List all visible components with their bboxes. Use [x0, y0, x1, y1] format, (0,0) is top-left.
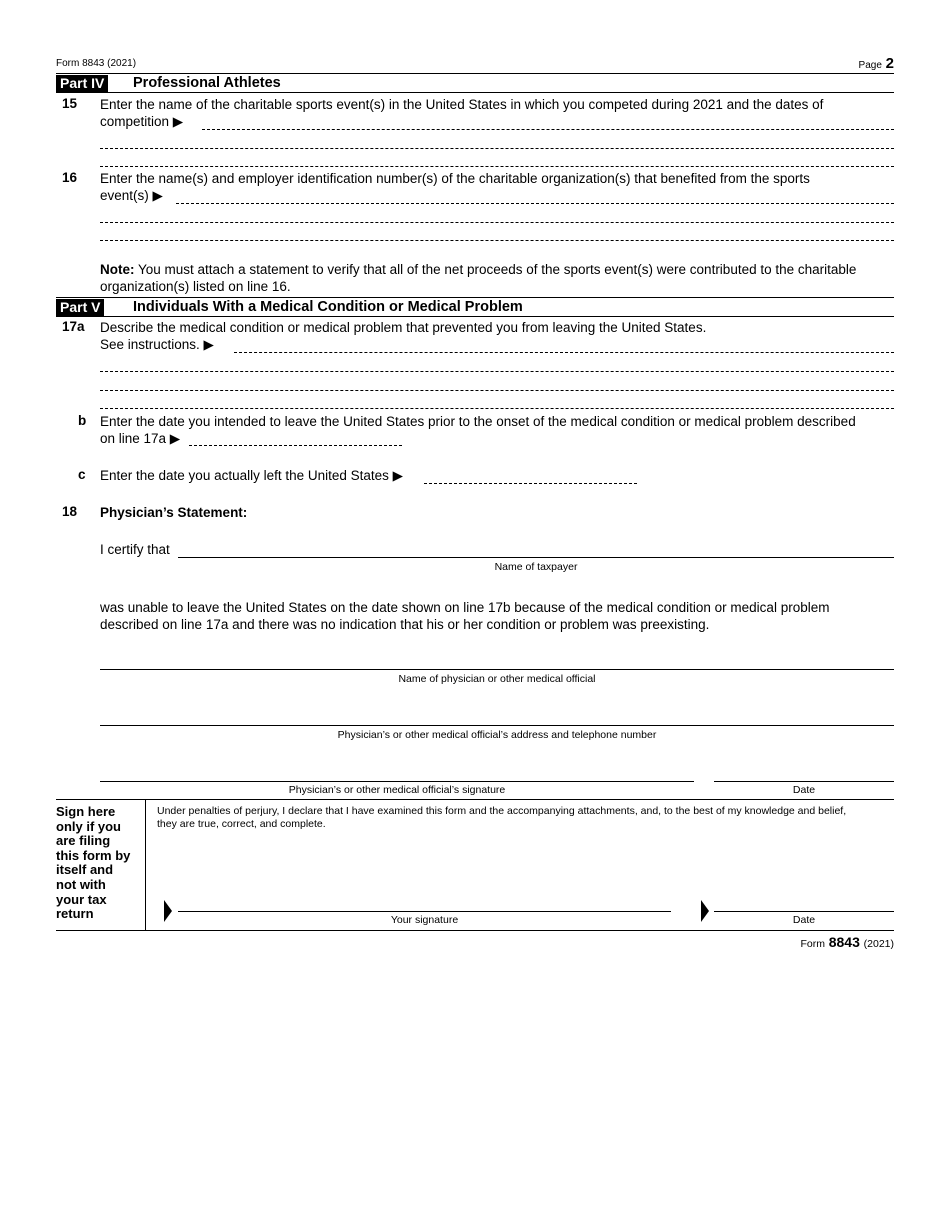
sign-label-line: return — [56, 906, 94, 922]
penalty-statement: Under penalties of perjury, I declare that I have examined this form and the accompanying attachments, and, to the best of my knowledge and belief, — [157, 805, 847, 817]
q17c-number: c — [78, 467, 86, 482]
your-signature-line[interactable] — [178, 911, 671, 912]
sign-label-line: are filing — [56, 833, 111, 849]
footer-form-word: Form — [800, 938, 825, 950]
note-label: Note: — [100, 262, 135, 277]
form-header-left: Form 8843 (2021) — [56, 58, 137, 69]
physician-address-caption: Physician’s or other medical official’s address and telephone number — [337, 729, 657, 741]
q17a-text: Describe the medical condition or medical problem that prevented you from leaving the United States. — [100, 320, 707, 335]
part4-title: Professional Athletes — [133, 75, 281, 91]
sign-label-line: Sign here — [56, 804, 116, 819]
part4-label: Part IV — [56, 75, 108, 92]
part4-note — [100, 261, 894, 278]
note-text2: organization(s) listed on line 16. — [100, 279, 291, 294]
physician-name-caption: Name of physician or other medical official — [398, 673, 596, 685]
q17a-text2: See instructions. ▶ — [100, 337, 214, 352]
physician-name-line[interactable] — [100, 669, 894, 670]
q17b-text: Enter the date you intended to leave the United States prior to the onset of the medical condition or medical problem described — [100, 414, 856, 429]
sign-top-rule — [56, 799, 894, 800]
q16-line-2[interactable] — [100, 222, 894, 223]
page-number: 2 — [885, 55, 894, 72]
q17b-text2: on line 17a ▶ — [100, 431, 181, 446]
q15-line-2[interactable] — [100, 148, 894, 149]
footer-year: (2021) — [863, 938, 894, 950]
q18-para2: described on line 17a and there was no indication that his or her condition or problem was preexisting. — [100, 617, 710, 632]
signature-arrow-icon — [164, 900, 172, 922]
part5-top-rule — [56, 297, 894, 298]
q16-line-3[interactable] — [100, 240, 894, 241]
part4-heading-rule — [56, 92, 894, 93]
q17c-text: Enter the date you actually left the United States ▶ — [100, 468, 404, 483]
physician-signature-line[interactable] — [100, 781, 694, 782]
q16-number: 16 — [62, 170, 78, 185]
physician-address-line[interactable] — [100, 725, 894, 726]
your-date-caption: Date — [792, 914, 816, 926]
physician-date-caption: Date — [792, 784, 816, 796]
physician-date-line[interactable] — [714, 781, 894, 782]
part5-heading-rule — [56, 316, 894, 317]
header-rule — [56, 73, 894, 74]
sign-label-line: not with — [56, 876, 106, 892]
sign-label-line: your tax — [56, 891, 107, 907]
q18-number: 18 — [62, 504, 78, 519]
q18-para1: was unable to leave the United States on the date shown on line 17b because of the medical condition or medical problem — [100, 600, 830, 615]
q18-title: Physician’s Statement: — [100, 505, 248, 520]
physician-signature-caption: Physician’s or other medical official’s signature — [288, 784, 506, 796]
q18-certify-label: I certify that — [100, 542, 170, 557]
q17c-date-line[interactable] — [424, 483, 637, 484]
footer-form-number: 8843 — [828, 934, 860, 950]
q16-text: Enter the name(s) and employer identification number(s) of the charitable organization(s) that benefited from the sports — [100, 171, 810, 186]
q16-text2: event(s) ▶ — [100, 188, 163, 203]
taxpayer-name-caption: Name of taxpayer — [494, 561, 578, 573]
q16-line-1[interactable] — [176, 203, 894, 204]
q17a-line-2[interactable] — [100, 371, 894, 372]
date-arrow-icon — [701, 900, 709, 922]
q17b-number: b — [78, 413, 87, 428]
sign-divider — [145, 800, 146, 930]
q15-text: Enter the name of the charitable sports event(s) in the United States in which you competed during 2021 and the dates of — [100, 97, 824, 112]
penalty-statement-2: they are true, correct, and complete. — [157, 818, 326, 830]
q17a-number: 17a — [62, 319, 85, 334]
sign-label-line: itself and — [56, 862, 114, 878]
q17a-line-4[interactable] — [100, 408, 894, 409]
q15-line-3[interactable] — [100, 166, 894, 167]
q15-line-1[interactable] — [202, 129, 894, 130]
footer-rule — [56, 930, 894, 931]
note-text: You must attach a statement to verify that all of the net proceeds of the sports event(s) were contributed to the charitable — [134, 262, 857, 277]
sign-label-line: this form by — [56, 847, 131, 863]
q15-number: 15 — [62, 96, 78, 111]
sign-here-label — [56, 805, 130, 922]
q17b-date-line[interactable] — [189, 445, 402, 446]
page-indicator — [859, 55, 894, 72]
q17a-line-3[interactable] — [100, 390, 894, 391]
taxpayer-name-line[interactable] — [178, 557, 894, 558]
part5-label: Part V — [56, 299, 104, 316]
part5-title: Individuals With a Medical Condition or Medical Problem — [133, 299, 523, 315]
q15-text2: competition ▶ — [100, 114, 184, 129]
your-signature-caption: Your signature — [390, 914, 459, 926]
q17a-line-1[interactable] — [234, 352, 894, 353]
page-label: Page — [858, 60, 882, 71]
form-footer — [800, 934, 894, 950]
sign-label-line: only if you — [56, 818, 121, 834]
your-date-line[interactable] — [714, 911, 894, 912]
